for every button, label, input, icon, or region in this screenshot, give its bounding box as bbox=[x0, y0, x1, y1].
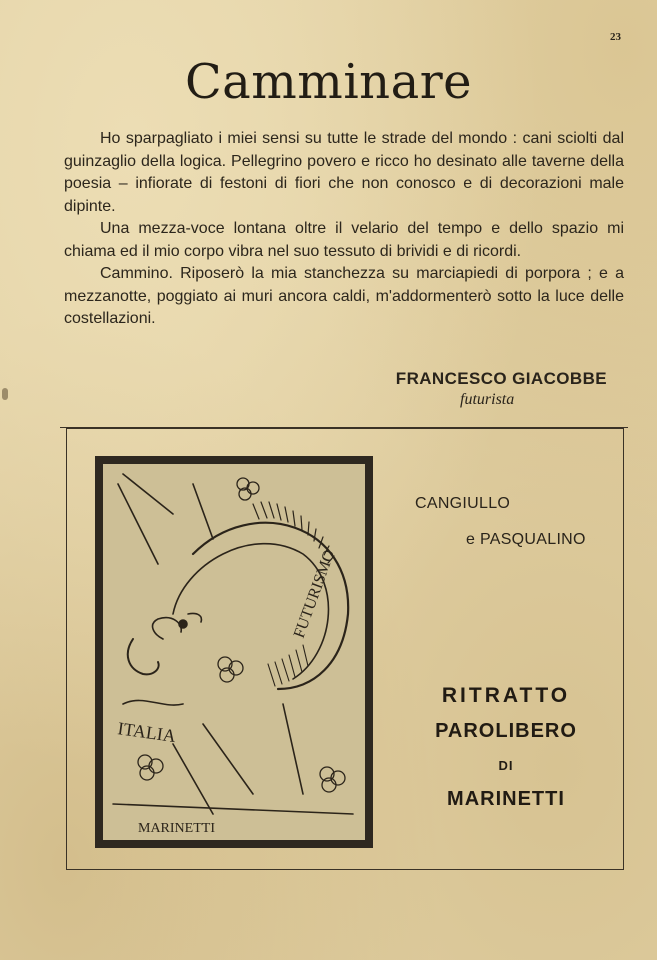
ad-headline: RITRATTO bbox=[441, 684, 571, 707]
ad-author-line: CANGIULLO bbox=[415, 495, 511, 512]
ad-headline: DI bbox=[498, 758, 514, 773]
page-number: 23 bbox=[610, 31, 621, 43]
author-role: futurista bbox=[460, 391, 515, 408]
poem-body bbox=[64, 128, 624, 331]
paragraph: Una mezza-voce lontana oltre il velario del tempo e dello spazio mi chiama ed il mio corpo vibra nel suo tessuto di brividi e di ricordi. bbox=[64, 220, 624, 260]
page-title: Camminare bbox=[184, 54, 473, 110]
paragraph: Cammino. Riposerò la mia stanchezza su marciapiedi di porpora ; e a mezzanotte, poggiato ai muri ancora caldi, m'addormenterò sotto la luce delle costellazioni. bbox=[64, 265, 624, 327]
ad-headline: MARINETTI bbox=[447, 788, 565, 810]
portrait-drawing bbox=[103, 464, 365, 840]
portrait-word: ITALIA bbox=[116, 718, 178, 747]
portrait-word: FUTURISMO bbox=[290, 547, 339, 641]
paragraph: Ho sparpagliato i miei sensi su tutte le strade del mondo : cani sciolti dal guinzaglio della logica. Pellegrino povero e ricco ho desinato alle taverne della poesia – infiorate di festoni di fiori che non conosco e di decorazioni male dipinte. bbox=[64, 130, 624, 215]
marinetti-portrait-illustration bbox=[95, 456, 373, 848]
author-name: FRANCESCO GIACOBBE bbox=[395, 369, 607, 388]
portrait-word: MARINETTI bbox=[138, 821, 215, 836]
page-edge-stain bbox=[2, 388, 8, 400]
ad-headline: PAROLIBERO bbox=[435, 720, 577, 742]
ad-author-line-2: e PASQUALINO bbox=[466, 531, 586, 548]
